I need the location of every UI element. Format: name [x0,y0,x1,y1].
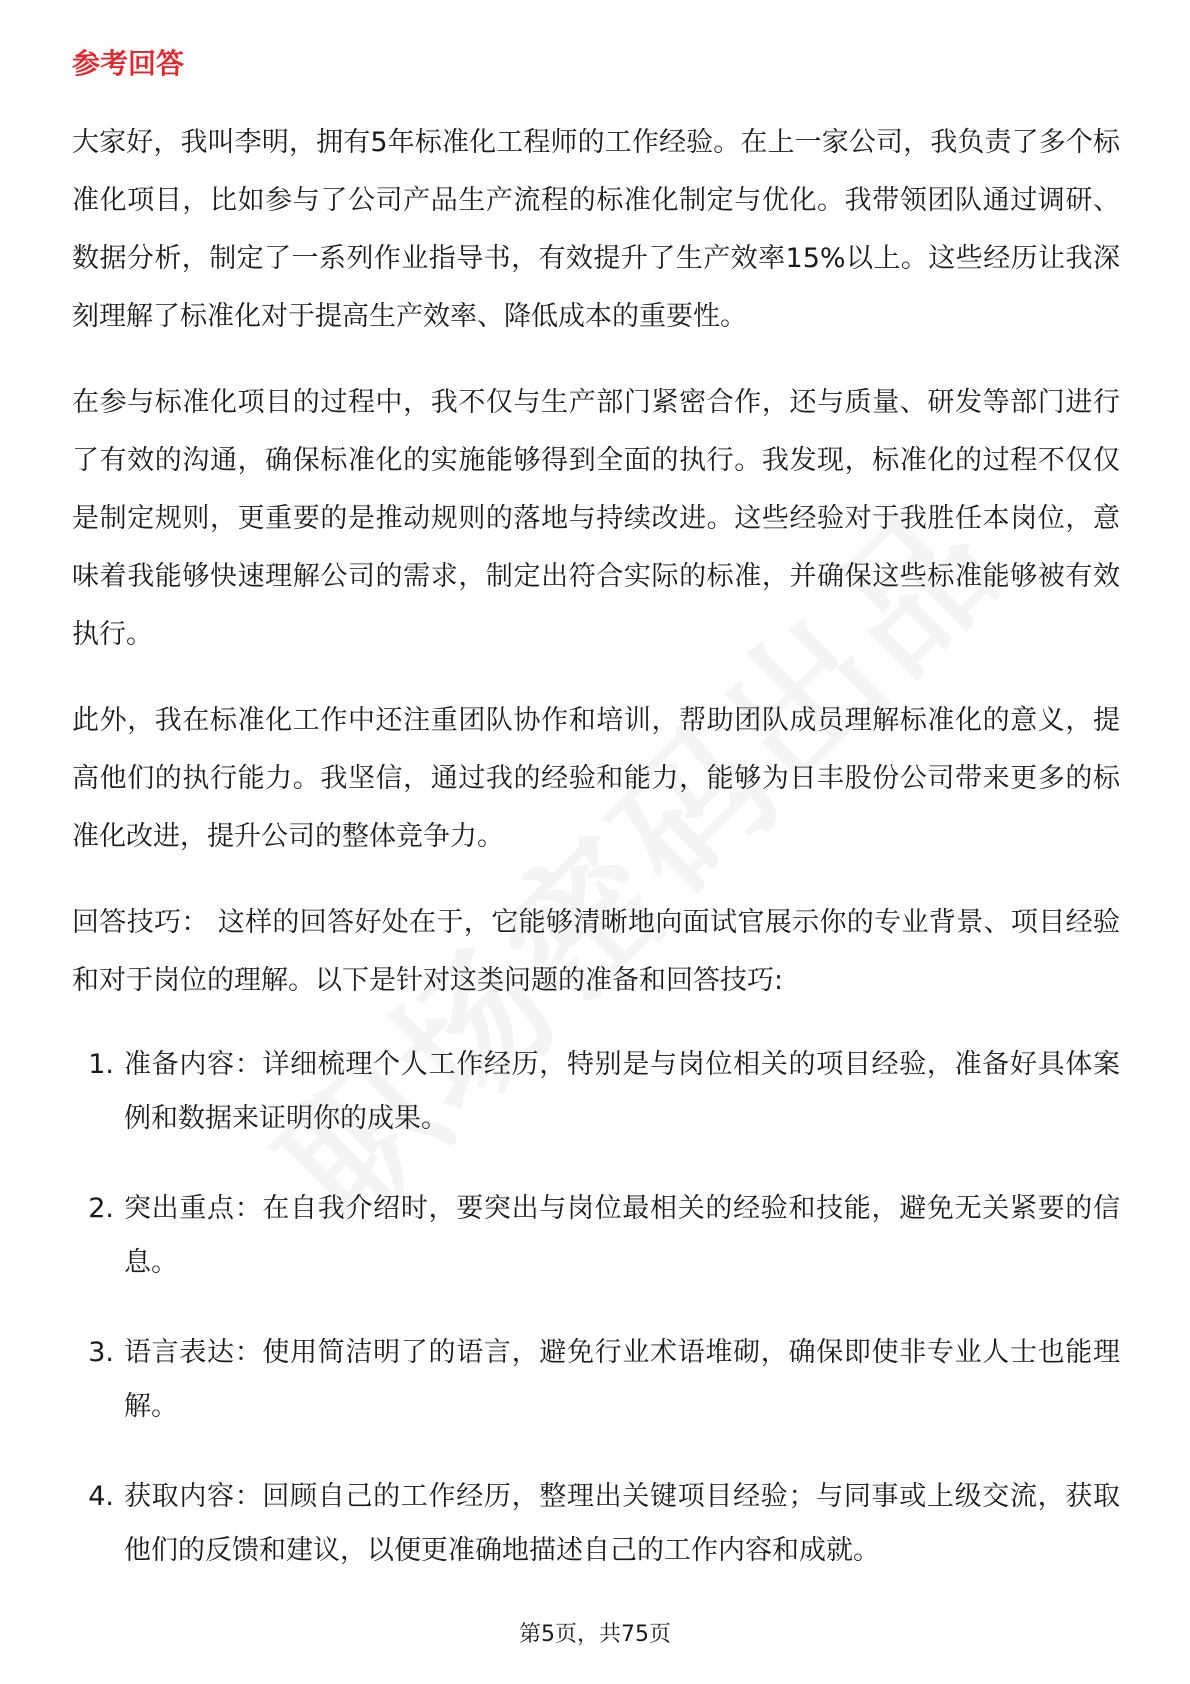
list-item-text: 准备内容：详细梳理个人工作经历，特别是与岗位相关的项目经验，准备好具体案例和数据来证明你的成果。 [124,1049,1120,1134]
list-item [72,1038,1120,1146]
list-item-number: 4. [88,1481,114,1512]
paragraph-collaboration: 在参与标准化项目的过程中，我不仅与生产部门紧密合作，还与质量、研发等部门进行了有效的沟通，确保标准化的实施能够得到全面的执行。我发现，标准化的过程不仅仅是制定规则，更重要的是推动规则的落地与持续改进。这些经验对于我胜任本岗位，意味着我能够快速理解公司的需求，制定出符合实际的标准，并确保这些标准能够被有效执行。 [72,387,1120,650]
tips-list [72,1038,1120,1578]
list-item-text: 突出重点：在自我介绍时，要突出与岗位最相关的经验和技能，避免无关紧要的信息。 [124,1193,1120,1278]
list-item [72,1326,1120,1434]
paragraph-teamwork: 此外，我在标准化工作中还注重团队协作和培训，帮助团队成员理解标准化的意义，提高他们的执行能力。我坚信，通过我的经验和能力，能够为日丰股份公司带来更多的标准化改进，提升公司的整体竞争力。 [72,705,1120,852]
page-number: 第5页，共75页 [519,1622,671,1647]
paragraph-tips: 回答技巧： 这样的回答好处在于，它能够清晰地向面试官展示你的专业背景、项目经验和对于岗位的理解。以下是针对这类问题的准备和回答技巧: [72,907,1120,996]
list-item-text: 语言表达：使用简洁明了的语言，避免行业术语堆砌，确保即使非专业人士也能理解。 [124,1337,1120,1422]
list-item-text: 获取内容：回顾自己的工作经历，整理出关键项目经验；与同事或上级交流，获取他们的反馈和建议，以便更准确地描述自己的工作内容和成就。 [124,1481,1120,1566]
section-heading: 参考回答 [72,47,185,80]
list-item [72,1470,1120,1578]
list-item-number: 1. [88,1049,114,1080]
document-body [72,44,1120,1614]
list-item-number: 2. [88,1193,114,1224]
paragraph-intro: 大家好，我叫李明，拥有5年标准化工程师的工作经验。在上一家公司，我负责了多个标准化项目，比如参与了公司产品生产流程的标准化制定与优化。我带领团队通过调研、数据分析，制定了一系列作业指导书，有效提升了生产效率15%以上。这些经历让我深刻理解了标准化对于提高生产效率、降低成本的重要性。 [72,127,1120,332]
list-item [72,1182,1120,1290]
list-item-number: 3. [88,1337,114,1368]
